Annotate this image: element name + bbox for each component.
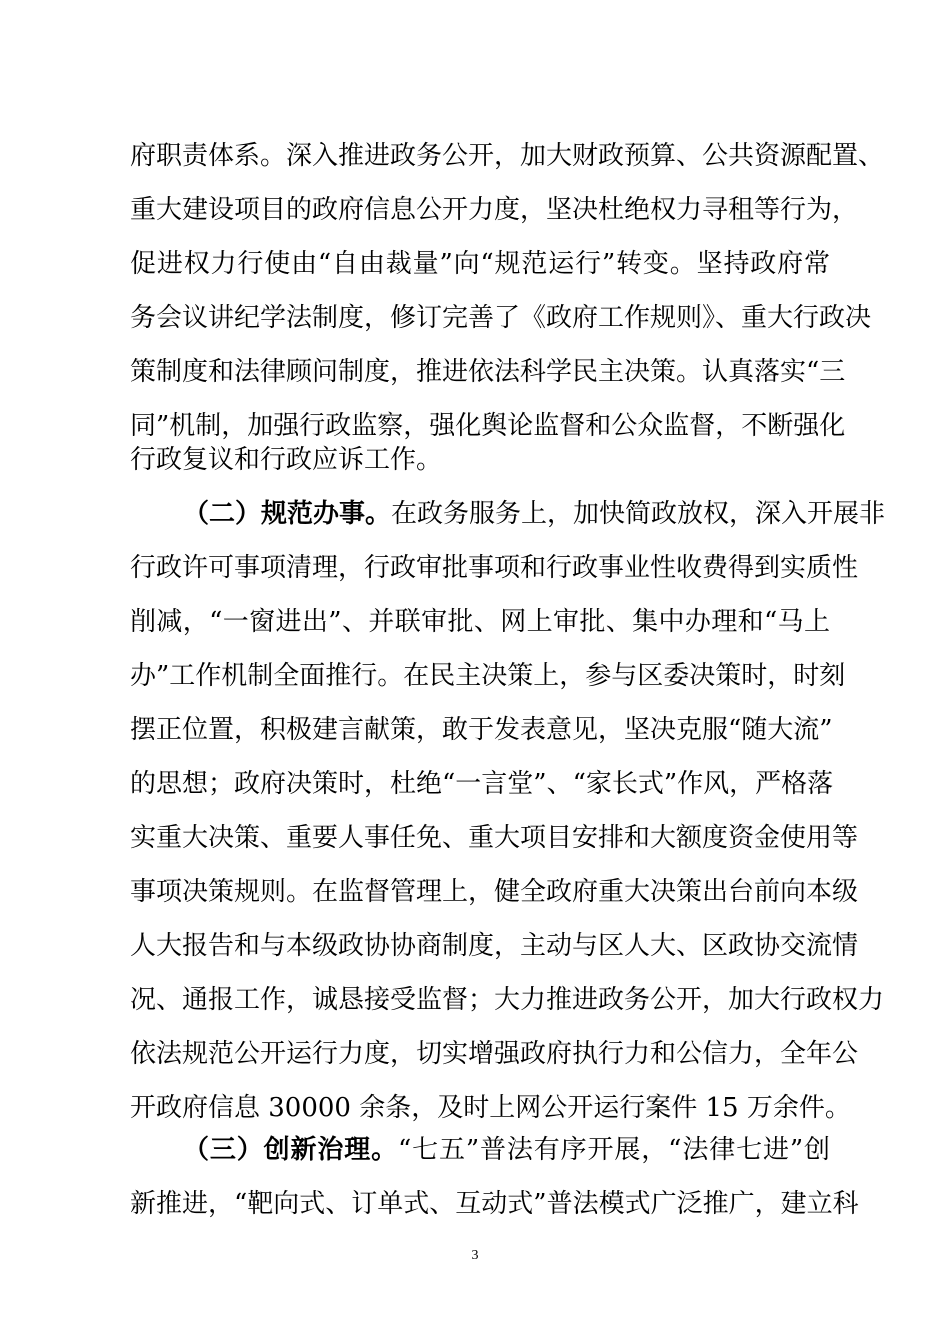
paragraph-1-line-7: 行政复议和行政应诉工作。 bbox=[130, 445, 443, 475]
paragraph-2-line-1 bbox=[183, 494, 886, 534]
paragraph-3-line-1-text: “七五”普法有序开展，“法律七进”创 bbox=[397, 1135, 830, 1165]
paragraph-2-line-11: 依法规范公开运行力度，切实增强政府执行力和公信力，全年公 bbox=[130, 1039, 859, 1069]
paragraph-2-line-8: 事项决策规则。在监督管理上，健全政府重大决策出台前向本级 bbox=[130, 877, 859, 907]
section-heading-2: （二）规范办事。 bbox=[183, 499, 392, 529]
paragraph-2-line-1-text: 在政务服务上，加快简政放权，深入开展非 bbox=[391, 499, 886, 529]
paragraph-1-line-6: 同”机制，加强行政监察，强化舆论监督和公众监督，不断强化 bbox=[130, 411, 846, 441]
paragraph-1-line-2: 重大建设项目的政府信息公开力度，坚决杜绝权力寻租等行为， bbox=[130, 195, 859, 225]
paragraph-3-line-2: 新推进，“靶向式、订单式、互动式”普法模式广泛推广，建立科 bbox=[130, 1189, 859, 1219]
paragraph-2-line-7: 实重大决策、重要人事任免、重大项目安排和大额度资金使用等 bbox=[130, 823, 859, 853]
paragraph-2-line-12: 开政府信息 30000 余条，及时上网公开运行案件 15 万余件。 bbox=[130, 1093, 851, 1123]
page-number: 3 bbox=[471, 1248, 479, 1263]
paragraph-2-line-4: 办”工作机制全面推行。在民主决策上，参与区委决策时，时刻 bbox=[130, 661, 846, 691]
paragraph-3-line-1 bbox=[183, 1130, 830, 1170]
paragraph-2-line-3: 削减，“一窗进出”、并联审批、网上审批、集中办理和“马上 bbox=[130, 607, 830, 637]
section-heading-3: （三）创新治理。 bbox=[183, 1135, 398, 1165]
paragraph-1-line-1: 府职责体系。深入推进政务公开，加大财政预算、公共资源配置、 bbox=[130, 141, 885, 171]
paragraph-1-line-3: 促进权力行使由“自由裁量”向“规范运行”转变。坚持政府常 bbox=[130, 249, 830, 279]
paragraph-2-line-9: 人大报告和与本级政协协商制度，主动与区人大、区政协交流情 bbox=[130, 931, 859, 961]
paragraph-2-line-5: 摆正位置，积极建言献策，敢于发表意见，坚决克服“随大流” bbox=[130, 715, 833, 745]
paragraph-2-line-6: 的思想；政府决策时，杜绝“一言堂”、“家长式”作风，严格落 bbox=[130, 769, 834, 799]
paragraph-1-line-5: 策制度和法律顾问制度，推进依法科学民主决策。认真落实“三 bbox=[130, 357, 846, 387]
paragraph-1-line-4: 务会议讲纪学法制度，修订完善了《政府工作规则》、重大行政决 bbox=[130, 303, 872, 333]
paragraph-2-line-2: 行政许可事项清理，行政审批事项和行政事业性收费得到实质性 bbox=[130, 553, 859, 583]
paragraph-2-line-10: 况、通报工作，诚恳接受监督；大力推进政务公开，加大行政权力 bbox=[130, 985, 885, 1015]
